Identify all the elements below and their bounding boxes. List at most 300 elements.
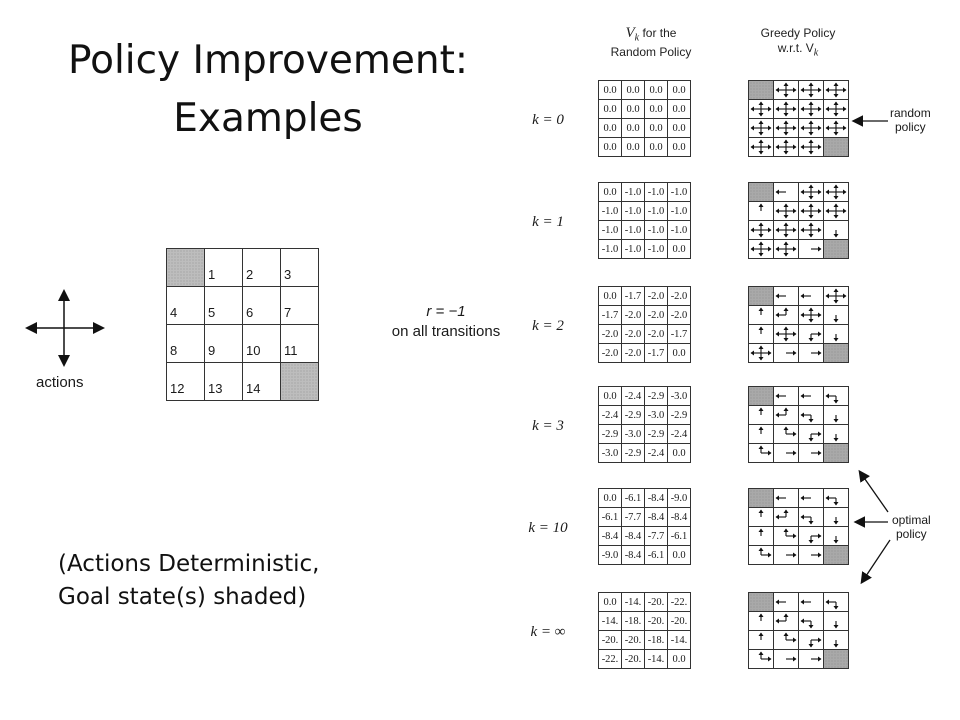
policy-arrow-icon bbox=[750, 139, 772, 155]
value-cell: -1.0 bbox=[599, 240, 622, 259]
value-cell: 0.0 bbox=[645, 119, 668, 138]
policy-grid bbox=[748, 80, 849, 157]
policy-cell bbox=[749, 650, 774, 669]
policy-arrow-icon bbox=[800, 184, 822, 200]
value-cell: 0.0 bbox=[668, 81, 691, 100]
policy-cell bbox=[799, 325, 824, 344]
value-cell: -8.4 bbox=[599, 527, 622, 546]
value-cell: -2.9 bbox=[645, 387, 668, 406]
policy-cell bbox=[799, 406, 824, 425]
value-cell: 0.0 bbox=[668, 546, 691, 565]
value-cell: -20. bbox=[668, 612, 691, 631]
policy-cell bbox=[799, 306, 824, 325]
policy-cell bbox=[824, 650, 849, 669]
optimal-arrow-down bbox=[862, 540, 890, 582]
value-cell: -8.4 bbox=[668, 508, 691, 527]
value-cell: -3.0 bbox=[622, 425, 645, 444]
value-cell: 0.0 bbox=[668, 138, 691, 157]
policy-cell bbox=[799, 119, 824, 138]
policy-arrow-icon bbox=[800, 547, 822, 563]
grid-cell: 8 bbox=[167, 325, 205, 363]
policy-cell bbox=[774, 425, 799, 444]
policy-cell bbox=[774, 612, 799, 631]
policy-arrow-icon bbox=[775, 632, 797, 648]
value-cell: -20. bbox=[622, 650, 645, 669]
value-cell: -6.1 bbox=[668, 527, 691, 546]
value-cell: -22. bbox=[599, 650, 622, 669]
policy-column-header bbox=[738, 26, 858, 60]
value-cell: 0.0 bbox=[668, 444, 691, 463]
reward-note: on all transitions bbox=[391, 323, 501, 340]
value-cell: -8.4 bbox=[645, 508, 668, 527]
policy-grid bbox=[748, 286, 849, 363]
grid-cell: 9 bbox=[205, 325, 243, 363]
value-cell: -1.0 bbox=[622, 240, 645, 259]
value-cell: -9.0 bbox=[599, 546, 622, 565]
policy-arrow-icon bbox=[800, 307, 822, 323]
policy-cell bbox=[749, 100, 774, 119]
value-cell: 0.0 bbox=[668, 119, 691, 138]
policy-cell bbox=[749, 221, 774, 240]
value-cell: -8.4 bbox=[645, 489, 668, 508]
k-label: k = 2 bbox=[532, 318, 564, 334]
policy-cell bbox=[749, 425, 774, 444]
policy-arrow-icon bbox=[775, 120, 797, 136]
title-line-1: Policy Improvement: bbox=[67, 38, 469, 83]
policy-cell bbox=[774, 306, 799, 325]
grid-cell bbox=[281, 363, 319, 401]
value-cell: -1.0 bbox=[599, 202, 622, 221]
value-cell: -3.0 bbox=[599, 444, 622, 463]
policy-cell bbox=[799, 287, 824, 306]
value-cell: -2.0 bbox=[668, 306, 691, 325]
value-cell: -1.0 bbox=[645, 240, 668, 259]
policy-arrow-icon bbox=[775, 407, 797, 423]
policy-arrow-icon bbox=[750, 326, 772, 342]
value-cell: -2.9 bbox=[668, 406, 691, 425]
value-cell: 0.0 bbox=[668, 650, 691, 669]
subtitle bbox=[58, 548, 320, 614]
grid-cell: 6 bbox=[243, 287, 281, 325]
policy-cell bbox=[774, 119, 799, 138]
value-cell: 0.0 bbox=[599, 183, 622, 202]
policy-cell bbox=[774, 527, 799, 546]
policy-cell bbox=[799, 240, 824, 259]
value-grid bbox=[598, 286, 691, 363]
value-cell: 0.0 bbox=[599, 119, 622, 138]
policy-arrow-icon bbox=[800, 490, 822, 506]
value-cell: -22. bbox=[668, 593, 691, 612]
policy-grid bbox=[748, 488, 849, 565]
policy-cell bbox=[799, 444, 824, 463]
policy-arrow-icon bbox=[800, 288, 822, 304]
optimal-arrow-up bbox=[860, 472, 888, 512]
value-cell: -1.0 bbox=[645, 221, 668, 240]
policy-arrow-icon bbox=[800, 82, 822, 98]
value-cell: -1.7 bbox=[622, 287, 645, 306]
policy-cell bbox=[749, 202, 774, 221]
policy-cell bbox=[799, 489, 824, 508]
value-cell: -2.0 bbox=[645, 325, 668, 344]
policy-arrow-icon bbox=[825, 632, 847, 648]
subtitle-line-2: Goal state(s) shaded) bbox=[58, 584, 307, 610]
value-cell: -2.4 bbox=[622, 387, 645, 406]
value-cell: -1.0 bbox=[645, 183, 668, 202]
value-cell: -2.9 bbox=[622, 444, 645, 463]
grid-cell: 4 bbox=[167, 287, 205, 325]
policy-cell bbox=[774, 138, 799, 157]
value-grid bbox=[598, 182, 691, 259]
value-grid bbox=[598, 386, 691, 463]
policy-arrow-icon bbox=[800, 326, 822, 342]
policy-arrow-icon bbox=[775, 613, 797, 629]
value-cell: 0.0 bbox=[645, 138, 668, 157]
policy-arrow-icon bbox=[775, 594, 797, 610]
value-cell: -2.0 bbox=[622, 344, 645, 363]
policy-arrow-icon bbox=[750, 203, 772, 219]
value-cell: -1.0 bbox=[599, 221, 622, 240]
policy-cell bbox=[749, 119, 774, 138]
value-cell: -20. bbox=[645, 593, 668, 612]
value-cell: 0.0 bbox=[645, 100, 668, 119]
k-label: k = 3 bbox=[532, 418, 564, 434]
policy-arrow-icon bbox=[750, 651, 772, 667]
value-cell: -3.0 bbox=[645, 406, 668, 425]
greedy-policy-title: Greedy Policy bbox=[760, 26, 836, 40]
policy-cell bbox=[774, 387, 799, 406]
grid-cell: 14 bbox=[243, 363, 281, 401]
policy-cell bbox=[799, 508, 824, 527]
policy-cell bbox=[799, 183, 824, 202]
policy-cell bbox=[799, 202, 824, 221]
policy-arrow-icon bbox=[775, 426, 797, 442]
policy-arrow-icon bbox=[800, 509, 822, 525]
values-column-header bbox=[596, 26, 706, 60]
value-cell: -2.0 bbox=[599, 344, 622, 363]
policy-arrow-icon bbox=[775, 101, 797, 117]
policy-arrow-icon bbox=[800, 651, 822, 667]
policy-arrow-icon bbox=[775, 184, 797, 200]
policy-arrow-icon bbox=[775, 528, 797, 544]
policy-arrow-icon bbox=[800, 345, 822, 361]
policy-cell bbox=[749, 406, 774, 425]
value-cell: -18. bbox=[622, 612, 645, 631]
policy-cell bbox=[774, 344, 799, 363]
value-cell: -3.0 bbox=[668, 387, 691, 406]
policy-cell bbox=[799, 650, 824, 669]
policy-cell bbox=[799, 612, 824, 631]
policy-cell bbox=[749, 527, 774, 546]
policy-cell bbox=[774, 508, 799, 527]
value-cell: 0.0 bbox=[599, 138, 622, 157]
policy-arrow-icon bbox=[775, 241, 797, 257]
value-grid bbox=[598, 592, 691, 669]
wrt-subscript: k bbox=[813, 47, 819, 59]
policy-cell bbox=[799, 81, 824, 100]
policy-arrow-icon bbox=[775, 651, 797, 667]
policy-arrow-icon bbox=[800, 632, 822, 648]
value-cell: -18. bbox=[645, 631, 668, 650]
value-cell: 0.0 bbox=[599, 287, 622, 306]
policy-cell bbox=[774, 444, 799, 463]
value-cell: -8.4 bbox=[622, 527, 645, 546]
policy-arrow-icon bbox=[775, 509, 797, 525]
subtitle-line-1: (Actions Deterministic, bbox=[58, 551, 320, 577]
actions-cross-icon bbox=[24, 288, 108, 368]
policy-grid bbox=[748, 386, 849, 463]
vk-symbol: V bbox=[625, 25, 635, 41]
policy-cell bbox=[774, 221, 799, 240]
grid-cell: 11 bbox=[281, 325, 319, 363]
value-cell: -14. bbox=[645, 650, 668, 669]
k-label: k = 0 bbox=[532, 112, 564, 128]
value-cell: -6.1 bbox=[599, 508, 622, 527]
value-cell: -2.0 bbox=[622, 306, 645, 325]
value-cell: -9.0 bbox=[668, 489, 691, 508]
value-cell: -1.0 bbox=[622, 221, 645, 240]
policy-cell bbox=[774, 240, 799, 259]
policy-cell bbox=[749, 325, 774, 344]
policy-cell bbox=[749, 508, 774, 527]
policy-arrow-icon bbox=[750, 547, 772, 563]
value-cell: 0.0 bbox=[645, 81, 668, 100]
value-cell: -2.9 bbox=[645, 425, 668, 444]
value-grid bbox=[598, 80, 691, 157]
grid-cell bbox=[167, 249, 205, 287]
policy-arrow-icon bbox=[775, 222, 797, 238]
policy-cell bbox=[749, 81, 774, 100]
policy-arrow-icon bbox=[775, 203, 797, 219]
policy-arrow-icon bbox=[750, 407, 772, 423]
policy-cell bbox=[799, 221, 824, 240]
value-cell: -1.7 bbox=[668, 325, 691, 344]
value-cell: -20. bbox=[645, 612, 668, 631]
policy-arrow-icon bbox=[775, 547, 797, 563]
policy-arrow-icon bbox=[750, 101, 772, 117]
policy-arrow-icon bbox=[800, 594, 822, 610]
grid-cell: 7 bbox=[281, 287, 319, 325]
value-cell: -20. bbox=[599, 631, 622, 650]
policy-cell bbox=[774, 593, 799, 612]
value-cell: -1.0 bbox=[668, 221, 691, 240]
policy-cell bbox=[799, 546, 824, 565]
policy-cell bbox=[824, 81, 849, 100]
grid-cell: 13 bbox=[205, 363, 243, 401]
value-cell: -6.1 bbox=[622, 489, 645, 508]
vk-random-policy: Random Policy bbox=[610, 45, 692, 60]
grid-cell: 1 bbox=[205, 249, 243, 287]
gridworld-4x4 bbox=[166, 248, 319, 401]
policy-arrow-icon bbox=[800, 388, 822, 404]
policy-cell bbox=[774, 287, 799, 306]
policy-cell bbox=[749, 593, 774, 612]
policy-cell bbox=[774, 183, 799, 202]
value-cell: 0.0 bbox=[622, 81, 645, 100]
policy-arrow-icon bbox=[775, 388, 797, 404]
value-cell: -1.0 bbox=[622, 183, 645, 202]
policy-arrow-icon bbox=[750, 345, 772, 361]
policy-cell bbox=[824, 631, 849, 650]
policy-cell bbox=[799, 387, 824, 406]
vk-suffix: for the bbox=[639, 26, 677, 40]
value-cell: 0.0 bbox=[599, 387, 622, 406]
value-cell: -2.4 bbox=[599, 406, 622, 425]
policy-arrow-icon bbox=[825, 82, 847, 98]
policy-arrow-icon bbox=[800, 445, 822, 461]
k-label: k = ∞ bbox=[530, 624, 566, 640]
random-label-line-1: random bbox=[890, 106, 931, 120]
policy-cell bbox=[749, 546, 774, 565]
policy-arrow-icon bbox=[750, 222, 772, 238]
policy-arrow-icon bbox=[800, 426, 822, 442]
value-cell: 0.0 bbox=[599, 100, 622, 119]
grid-cell: 2 bbox=[243, 249, 281, 287]
value-cell: 0.0 bbox=[668, 240, 691, 259]
policy-arrow-icon bbox=[800, 222, 822, 238]
policy-cell bbox=[749, 240, 774, 259]
policy-cell bbox=[799, 425, 824, 444]
policy-cell bbox=[774, 631, 799, 650]
value-cell: -14. bbox=[599, 612, 622, 631]
grid-cell: 12 bbox=[167, 363, 205, 401]
policy-arrow-icon bbox=[775, 345, 797, 361]
policy-arrow-icon bbox=[775, 139, 797, 155]
reward-label bbox=[380, 302, 512, 342]
policy-cell bbox=[749, 387, 774, 406]
policy-arrow-icon bbox=[750, 528, 772, 544]
policy-cell bbox=[774, 325, 799, 344]
value-cell: 0.0 bbox=[622, 138, 645, 157]
policy-cell bbox=[749, 444, 774, 463]
k-label: k = 1 bbox=[532, 214, 564, 230]
vk-subscript: k bbox=[634, 32, 640, 44]
policy-cell bbox=[774, 546, 799, 565]
wrt-text: w.r.t. V bbox=[777, 41, 814, 55]
policy-arrow-icon bbox=[800, 613, 822, 629]
policy-arrow-icon bbox=[825, 613, 847, 629]
value-cell: -2.0 bbox=[599, 325, 622, 344]
value-cell: 0.0 bbox=[622, 119, 645, 138]
policy-arrow-icon bbox=[750, 509, 772, 525]
value-cell: -8.4 bbox=[622, 546, 645, 565]
value-cell: -7.7 bbox=[622, 508, 645, 527]
value-cell: -2.0 bbox=[645, 287, 668, 306]
policy-arrow-icon bbox=[750, 445, 772, 461]
value-cell: -6.1 bbox=[645, 546, 668, 565]
policy-arrow-icon bbox=[775, 82, 797, 98]
policy-cell bbox=[774, 406, 799, 425]
value-cell: -7.7 bbox=[645, 527, 668, 546]
optimal-label-line-2: policy bbox=[896, 527, 927, 541]
policy-cell bbox=[749, 287, 774, 306]
policy-cell bbox=[824, 612, 849, 631]
grid-cell: 5 bbox=[205, 287, 243, 325]
policy-arrow-icon bbox=[775, 307, 797, 323]
value-cell: 0.0 bbox=[668, 344, 691, 363]
policy-arrow-icon bbox=[775, 490, 797, 506]
policy-grid bbox=[748, 182, 849, 259]
value-cell: -2.0 bbox=[645, 306, 668, 325]
policy-grid bbox=[748, 592, 849, 669]
value-cell: -20. bbox=[622, 631, 645, 650]
reward-value: r = −1 bbox=[426, 303, 466, 320]
policy-arrow-icon bbox=[800, 101, 822, 117]
value-cell: 0.0 bbox=[668, 100, 691, 119]
annotation-arrows bbox=[840, 100, 960, 600]
policy-arrow-icon bbox=[750, 120, 772, 136]
policy-cell bbox=[749, 138, 774, 157]
policy-arrow-icon bbox=[775, 288, 797, 304]
value-cell: -2.4 bbox=[668, 425, 691, 444]
policy-arrow-icon bbox=[800, 203, 822, 219]
value-grid bbox=[598, 488, 691, 565]
random-label-line-2: policy bbox=[895, 120, 926, 134]
value-cell: -14. bbox=[622, 593, 645, 612]
policy-arrow-icon bbox=[775, 445, 797, 461]
value-cell: 0.0 bbox=[599, 81, 622, 100]
value-cell: -14. bbox=[668, 631, 691, 650]
policy-arrow-icon bbox=[750, 426, 772, 442]
value-cell: -2.4 bbox=[645, 444, 668, 463]
policy-cell bbox=[749, 631, 774, 650]
policy-arrow-icon bbox=[775, 326, 797, 342]
value-cell: -1.0 bbox=[622, 202, 645, 221]
value-cell: -1.0 bbox=[668, 183, 691, 202]
policy-arrow-icon bbox=[750, 241, 772, 257]
policy-cell bbox=[799, 344, 824, 363]
policy-arrow-icon bbox=[800, 241, 822, 257]
policy-cell bbox=[749, 344, 774, 363]
value-cell: -2.0 bbox=[668, 287, 691, 306]
value-cell: 0.0 bbox=[599, 593, 622, 612]
policy-cell bbox=[799, 631, 824, 650]
policy-cell bbox=[749, 489, 774, 508]
policy-arrow-icon bbox=[800, 120, 822, 136]
value-cell: -1.7 bbox=[645, 344, 668, 363]
policy-arrow-icon bbox=[800, 407, 822, 423]
value-cell: -2.9 bbox=[622, 406, 645, 425]
policy-arrow-icon bbox=[800, 139, 822, 155]
policy-cell bbox=[774, 202, 799, 221]
policy-cell bbox=[774, 650, 799, 669]
policy-cell bbox=[749, 612, 774, 631]
value-cell: -2.9 bbox=[599, 425, 622, 444]
optimal-label-line-1: optimal bbox=[892, 513, 931, 527]
title-line-2: Examples bbox=[173, 96, 363, 141]
policy-arrow-icon bbox=[750, 307, 772, 323]
k-label: k = 10 bbox=[528, 520, 568, 536]
policy-arrow-icon bbox=[750, 613, 772, 629]
policy-cell bbox=[799, 138, 824, 157]
value-cell: -1.0 bbox=[668, 202, 691, 221]
value-cell: -1.0 bbox=[645, 202, 668, 221]
policy-cell bbox=[749, 306, 774, 325]
slide-title bbox=[28, 32, 508, 148]
grid-cell: 10 bbox=[243, 325, 281, 363]
grid-cell: 3 bbox=[281, 249, 319, 287]
policy-cell bbox=[799, 100, 824, 119]
policy-cell bbox=[774, 100, 799, 119]
value-cell: -1.7 bbox=[599, 306, 622, 325]
value-cell: 0.0 bbox=[622, 100, 645, 119]
policy-cell bbox=[799, 593, 824, 612]
actions-label: actions bbox=[36, 374, 84, 391]
policy-cell bbox=[774, 81, 799, 100]
policy-cell bbox=[799, 527, 824, 546]
policy-cell bbox=[749, 183, 774, 202]
policy-cell bbox=[774, 489, 799, 508]
value-cell: 0.0 bbox=[599, 489, 622, 508]
